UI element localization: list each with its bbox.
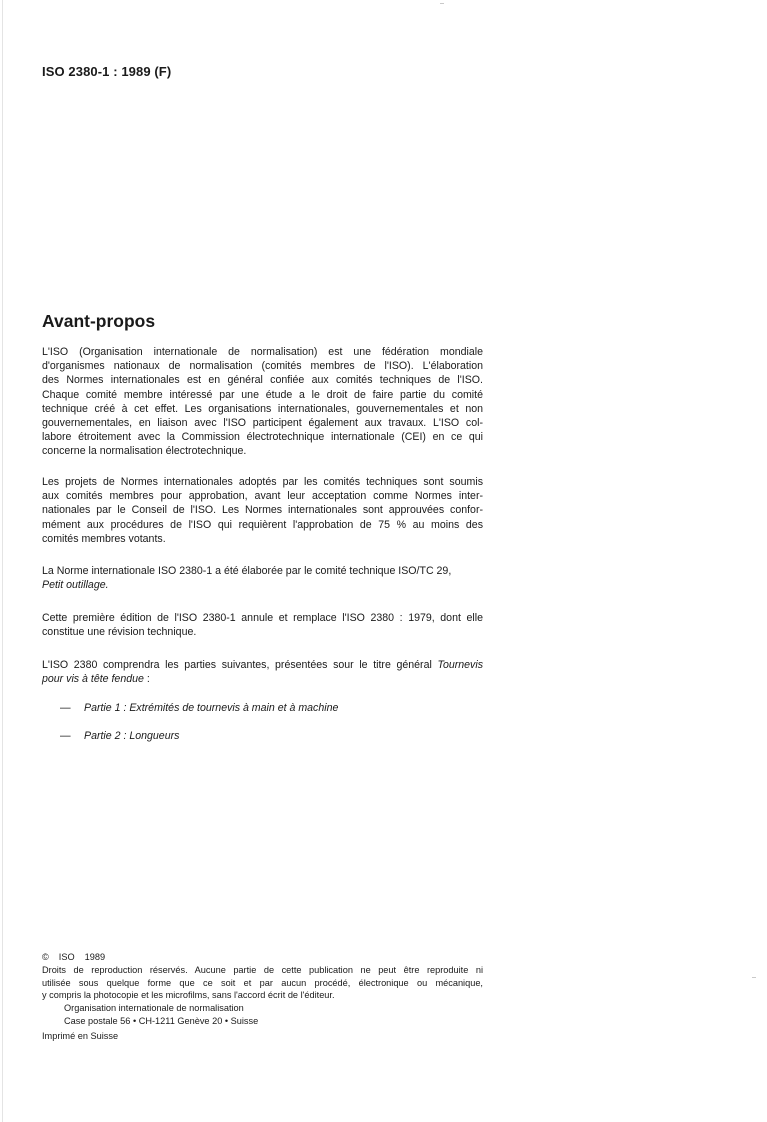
general-title-part2: pour vis à tête fendue [42, 673, 144, 686]
copyright-org: ISO [58, 952, 75, 962]
paragraph-line: La Norme internationale ISO 2380-1 a été élaborée par le comité technique ISO/TC 29, [42, 565, 452, 577]
standard-id-header: ISO 2380-1 : 1989 (F) [42, 64, 172, 79]
copyright-year: 1989 [84, 952, 106, 962]
rights-line: Droits de reproduction réservés. Aucune partie de cette publication ne peut être reproduite ni [42, 964, 483, 975]
paragraph-line: L'ISO 2380 comprendra les parties suivantes, présentées sour le titre général [42, 659, 438, 671]
scan-speck [752, 977, 756, 978]
paragraph-line: comités membres votants. [42, 532, 166, 545]
paragraph-line: labore étroitement avec la Commission électrotechnique internationale (CEI) en ce qui [42, 431, 483, 444]
paragraph-line: mément aux procédures de l'ISO qui requièrent l'approbation de 75 % au moins des [42, 518, 483, 531]
part-title: Partie 1 : Extrémités de tournevis à main et à machine [84, 702, 339, 714]
copyright-footer [42, 951, 483, 1043]
paragraph-iso-description [42, 345, 483, 459]
paragraph-line: constitue une révision technique. [42, 626, 197, 639]
list-item [60, 729, 179, 743]
rights-line: utilisée sous quelque forme que ce soit et par aucun procédé, électronique ou mécanique, [42, 977, 483, 988]
copyright-line [42, 951, 483, 964]
part-title: Partie 2 : Longueurs [84, 730, 180, 742]
paragraph-line: des Normes internationales est en général confiée aux comités techniques de l'ISO. [42, 374, 483, 387]
paragraph-line: concerne la normalisation électrotechnique. [42, 445, 247, 458]
paragraph-line: gouvernementales, en liaison avec l'ISO participent également aux travaux. L'ISO col- [42, 417, 483, 430]
rights-line: y compris la photocopie et les microfilms, sans l'accord écrit de l'éditeur. [42, 990, 335, 1001]
paragraph-line: : [143, 673, 150, 686]
scan-speck [440, 3, 444, 4]
paragraph-edition [42, 611, 483, 639]
organisation-name: Organisation internationale de normalisation [64, 1003, 244, 1014]
paragraph-parts-intro [42, 658, 483, 686]
paragraph-approval-process [42, 475, 483, 546]
paragraph-line: Cette première édition de l'ISO 2380-1 annule et remplace l'ISO 2380 : 1979, dont elle [42, 612, 483, 624]
committee-name: Petit outillage. [42, 579, 109, 592]
printed-in: Imprimé en Suisse [42, 1030, 119, 1041]
dash-bullet: — [60, 702, 71, 714]
paragraph-line: Les projets de Normes internationales adoptés par les comités techniques sont soumis [42, 476, 483, 488]
list-item [60, 701, 338, 715]
paragraph-line: L'ISO (Organisation internationale de normalisation) est une fédération mondiale [42, 346, 483, 358]
general-title-part1: Tournevis [437, 659, 483, 671]
page-edge-line [2, 0, 3, 1122]
paragraph-line: technique créé à cet effet. Les organisations internationales, gouvernementales et non [42, 402, 483, 415]
postal-address: Case postale 56 • CH-1211 Genève 20 • Suisse [64, 1015, 259, 1026]
paragraph-committee [42, 564, 483, 592]
paragraph-line: aux comités membres pour approbation, avant leur acceptation comme Normes inter- [42, 490, 483, 503]
paragraph-line: d'organismes nationaux de normalisation (comités membres de l'ISO). L'élaboration [42, 360, 483, 373]
dash-bullet: — [60, 730, 71, 742]
copyright-icon: © [42, 952, 49, 962]
paragraph-line: Chaque comité membre intéressé par une étude a le droit de faire partie du comité [42, 388, 483, 401]
paragraph-line: nationales par le Conseil de l'ISO. Les Normes internationales sont approuvées confor- [42, 504, 483, 517]
page-title: Avant-propos [42, 311, 156, 331]
